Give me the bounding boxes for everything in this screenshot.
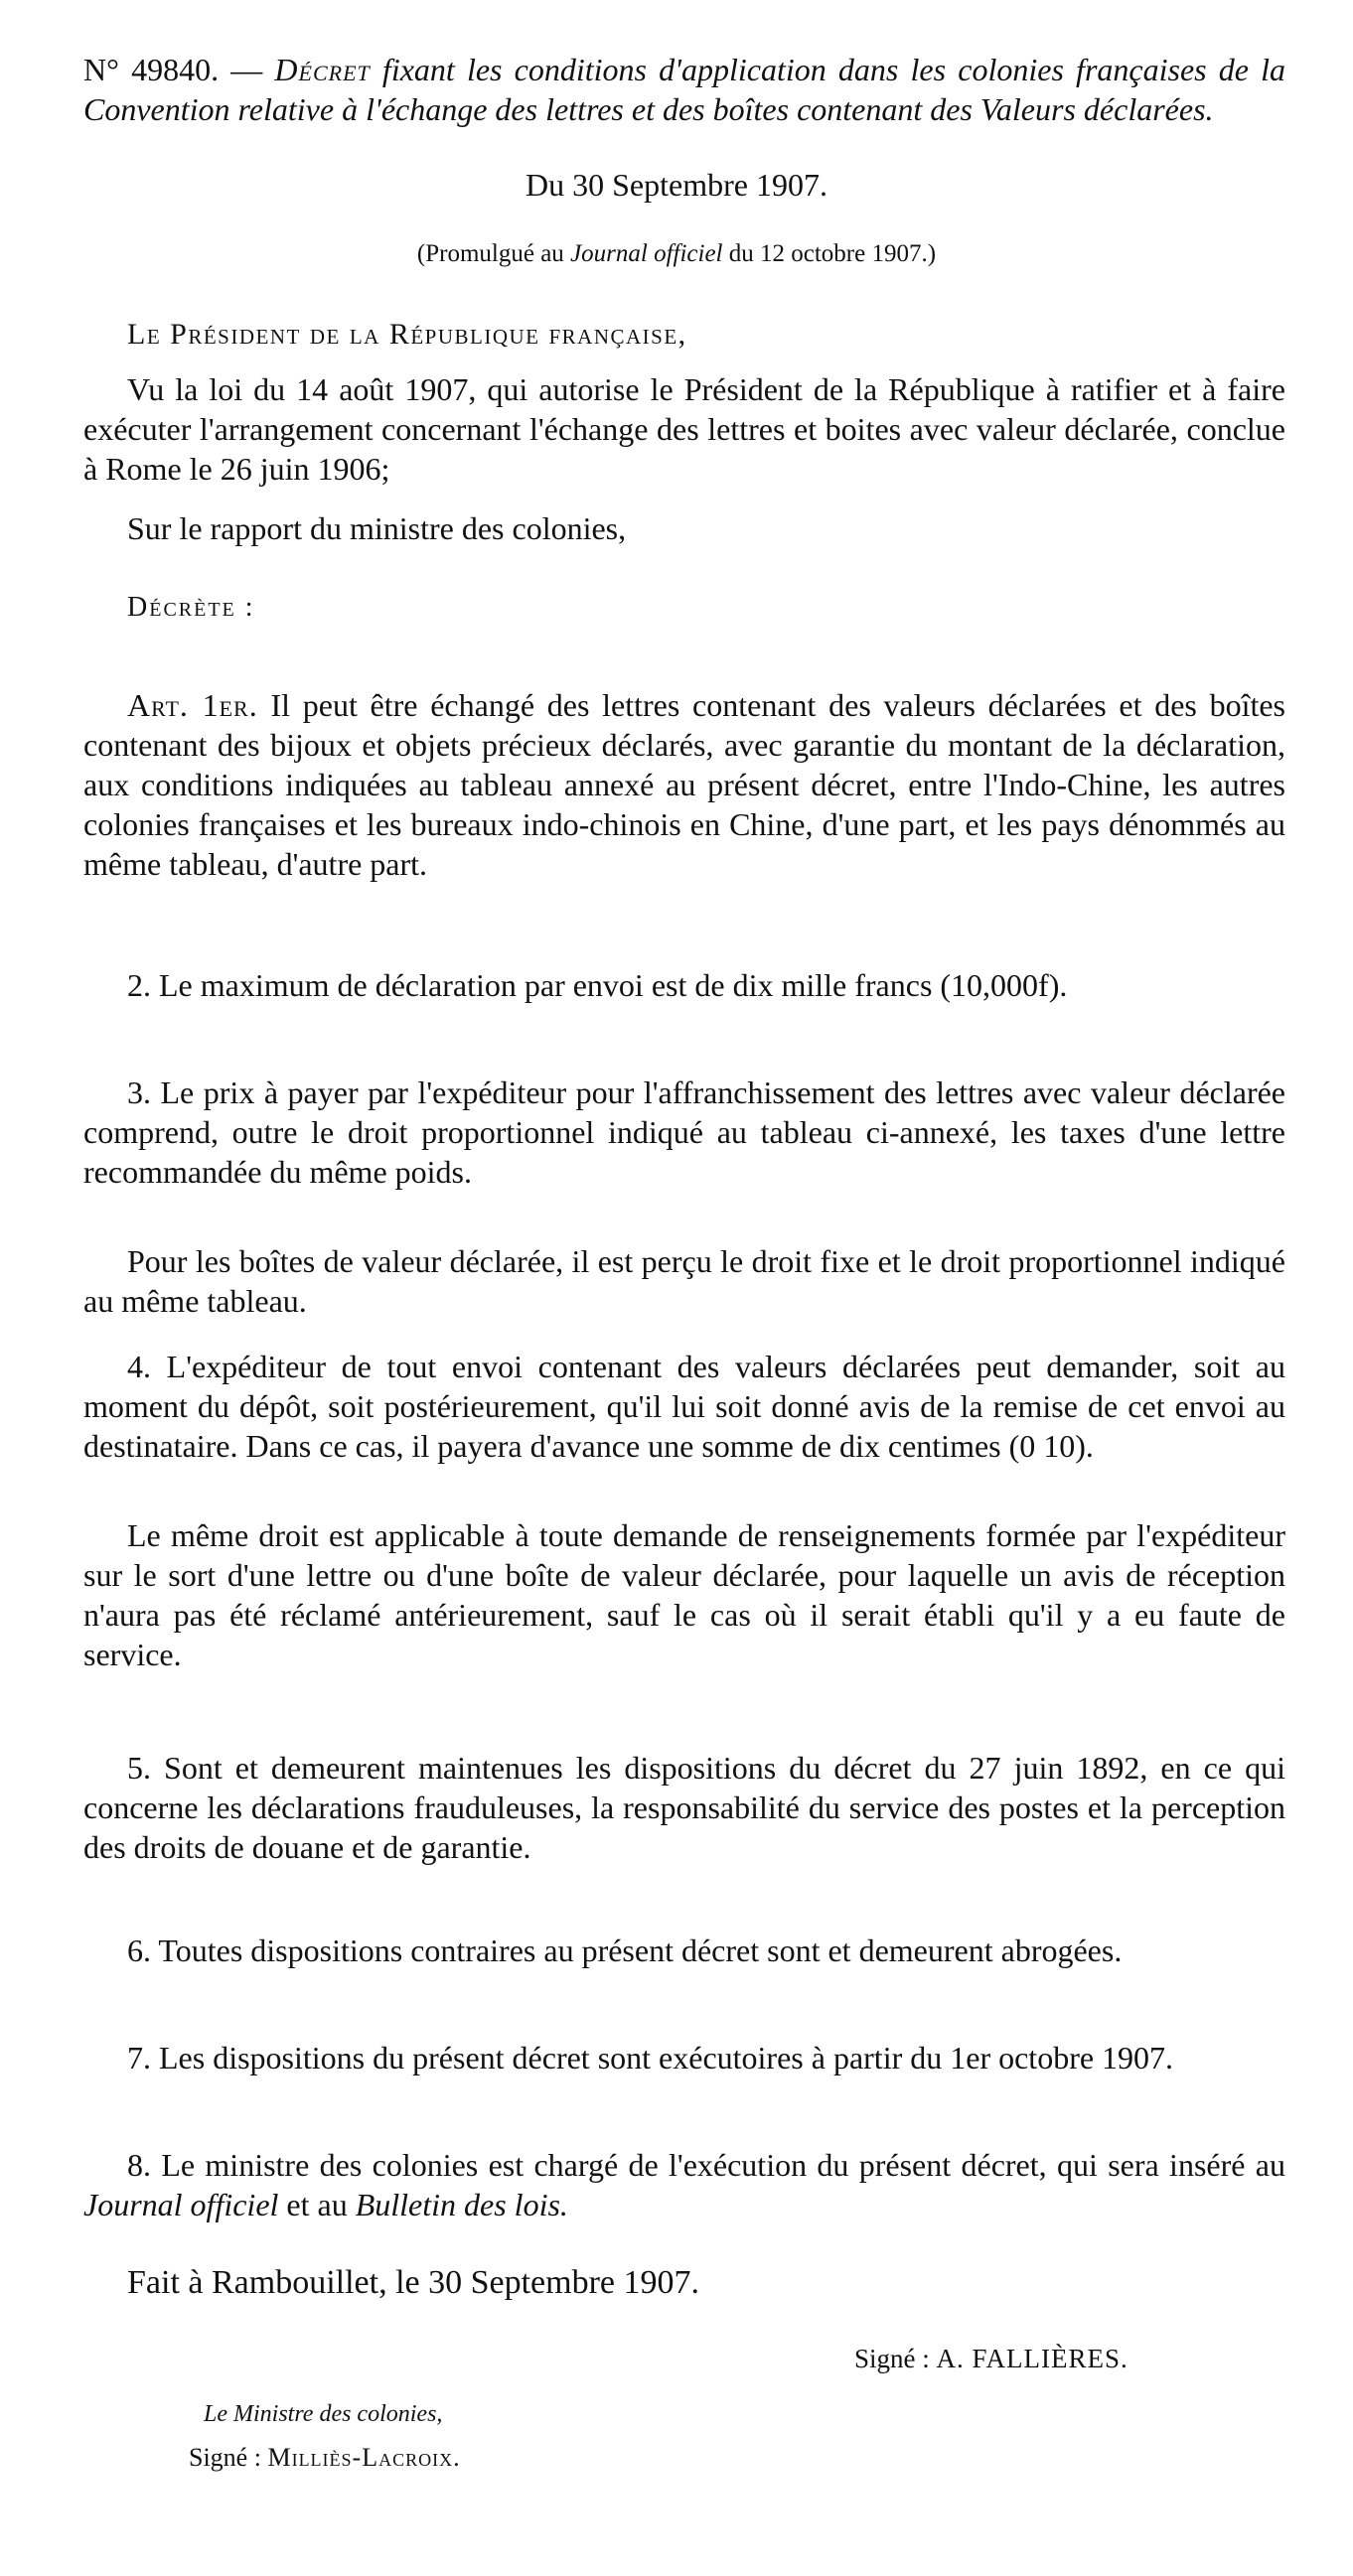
decree-number: N° 49840. — [83,52,263,87]
preamble-rapport: Sur le rapport du ministre des colonies, [127,510,627,546]
president-signed-label: Signé : [854,2344,930,2373]
done-at: Fait à Rambouillet, le 30 Septembre 1907. [127,2264,700,2301]
minister-signature [189,2443,461,2473]
article-4-paragraph-1: 4. L'expéditeur de tout envoi contenant des valeurs déclarées peut demander, soit au moment du dépôt, soit postérieurement, qu'il lui soit donné avis de la remise de cet envoi au destinataire. Dans ce cas, il payera d'avance une somme de dix centimes (0 10). [83,1349,1285,1464]
decree-heading [83,50,1285,129]
article-6: 6. Toutes dispositions contraires au présent décret sont et demeurent abrogées. [127,1932,1123,1968]
article-3-paragraph-2: Pour les boîtes de valeur déclarée, il est perçu le droit fixe et le droit proportionnel indiqué au même tableau. [83,1243,1285,1319]
article-1-text: Il peut être échangé des lettres contenant des valeurs déclarées et des boîtes contenant des bijoux et objets précieux déclarés, avec garantie du montant de la déclaration, aux conditions indiquées au tableau annexé au présent décret, entre l'Indo-Chine, les autres colonies françaises et les bureaux indo-chinois en Chine, d'une part, et les pays dénommés au même tableau, d'autre part. [83,687,1286,882]
president-name: A. FALLIÈRES. [936,2344,1128,2373]
minister-name: Milliès-Lacroix. [267,2443,461,2472]
decree-title-word: Décret [274,52,371,87]
minister-signed-label: Signé : [189,2443,261,2472]
article-5: 5. Sont et demeurent maintenues les dispositions du décret du 27 juin 1892, en ce qui concerne les déclarations frauduleuses, la responsabilité du service des postes et la perception des droits de douane et de garantie. [83,1750,1285,1865]
promulgation-after: du 12 octobre 1907.) [728,240,937,267]
article-8-text-before: 8. Le ministre des colonies est chargé de l'exécution du présent décret, qui sera inséré au [127,2147,1285,2183]
president-heading: Le Président de la République française, [127,318,687,351]
article-8 [83,2145,1285,2224]
article-8-journal: Journal officiel [83,2187,279,2222]
decrete-heading: Décrète : [127,592,255,623]
article-1-label: Art. 1er. [127,687,258,723]
article-4-paragraph-2: Le même droit est applicable à toute demande de renseignements formée par l'expéditeur sur le sort d'une lettre ou d'une boîte de valeur déclarée, pour laquelle un avis de réception n'aura pas été réclamé antérieurement, sauf le cas où il serait établi qu'il y a eu faute de service. [83,1517,1285,1672]
decree-title: fixant les conditions d'application dans les colonies françaises de la Convention relative à l'échange des lettres et des boîtes contenant des Valeurs déclarées. [83,52,1286,127]
promulgation-note [0,240,1353,268]
article-7: 7. Les dispositions du présent décret sont exécutoires à partir du 1er octobre 1907. [127,2040,1174,2075]
preamble-vu: Vu la loi du 14 août 1907, qui autorise le Président de la République à ratifier et à faire exécuter l'arrangement concernant l'échange des lettres et boites avec valeur déclarée, conclue à Rome le 26 juin 1906; [83,371,1285,487]
article-8-bulletin: Bulletin des lois. [355,2187,568,2222]
decree-date: Du 30 Septembre 1907. [526,167,827,203]
article-8-text-middle: et au [286,2187,348,2222]
article-1 [83,685,1285,884]
minister-title: Le Ministre des colonies, [204,2401,443,2427]
article-2: 2. Le maximum de déclaration par envoi est de dix mille francs (10,000f). [127,967,1068,1003]
promulgation-journal: Journal officiel [570,240,723,267]
president-signature [854,2344,1128,2374]
article-3-paragraph-1: 3. Le prix à payer par l'expéditeur pour l'affranchissement des lettres avec valeur déclarée comprend, outre le droit proportionnel indiqué au tableau ci-annexé, les taxes d'une lettre recommandée du même poids. [83,1074,1285,1190]
promulgation-before: (Promulgué au [416,240,564,267]
